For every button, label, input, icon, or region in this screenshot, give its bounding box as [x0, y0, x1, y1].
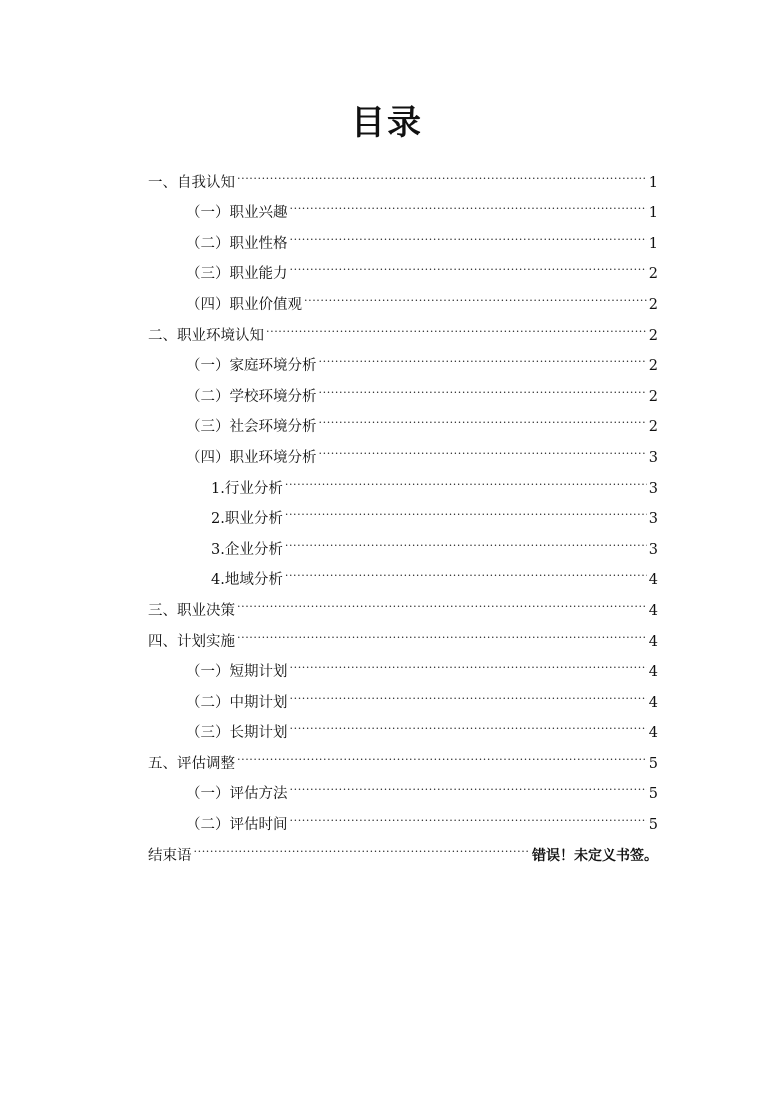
toc-entry-text: 1.行业分析 [211, 480, 283, 497]
toc-page-number: 2 [648, 327, 658, 344]
toc-dot-leader [319, 370, 647, 401]
toc-page-number: 1 [648, 174, 658, 191]
toc-page-number: 4 [648, 725, 658, 742]
toc-page-number: 2 [648, 358, 658, 375]
toc-dot-leader [285, 554, 647, 585]
toc-entry-text: （二）学校环境分析 [186, 388, 317, 405]
toc-dot-leader [285, 493, 647, 524]
toc-dot-leader [285, 462, 647, 493]
toc-page-number: 4 [648, 664, 658, 681]
toc-dot-leader [290, 187, 647, 218]
toc-entry-text: （二）职业性格 [186, 235, 288, 252]
toc-dot-leader [237, 156, 647, 187]
toc-dot-leader [285, 523, 647, 554]
toc-dot-leader [290, 707, 647, 738]
toc-title: 目录 [351, 103, 423, 143]
toc-dot-leader [290, 768, 647, 799]
toc-page-number: 2 [648, 419, 658, 436]
toc-page-number: 3 [648, 541, 658, 558]
toc-page-number: 3 [648, 480, 658, 497]
toc-dot-leader [304, 278, 647, 309]
toc-entry-text: 三、职业决策 [148, 602, 235, 619]
toc-page-number: 3 [648, 449, 658, 466]
toc-entry[interactable] [148, 156, 658, 191]
toc-entry-text: （二）评估时间 [186, 817, 288, 834]
toc-entry-text: 二、职业环境认知 [148, 327, 264, 344]
toc-entry-text: 四、计划实施 [148, 633, 235, 650]
toc-entry-text: 4.地域分析 [211, 572, 283, 589]
toc-dot-leader [266, 309, 647, 340]
toc-page-number: 5 [648, 755, 658, 772]
toc-entry-text: （一）短期计划 [186, 664, 288, 681]
toc-entry-text: （三）社会环境分析 [186, 419, 317, 436]
toc-page-number: 1 [648, 235, 658, 252]
toc-page-number: 5 [648, 786, 658, 803]
toc-page-number: 4 [648, 694, 658, 711]
toc-entry-text: （二）中期计划 [186, 694, 288, 711]
toc-page-number: 2 [648, 266, 658, 283]
toc-entry-text: 结束语 [148, 847, 192, 864]
toc-dot-leader [290, 248, 647, 279]
toc-dot-leader [237, 737, 647, 768]
toc-page-number: 2 [648, 388, 658, 405]
toc-dot-leader [290, 676, 647, 707]
toc-entry-text: （一）评估方法 [186, 786, 288, 803]
toc-entry-text: 一、自我认知 [148, 174, 235, 191]
toc-entry-text: （四）职业环境分析 [186, 449, 317, 466]
toc-page-number: 1 [648, 205, 658, 222]
toc-dot-leader [290, 798, 647, 829]
toc-dot-leader [237, 615, 647, 646]
toc-page-number: 4 [648, 572, 658, 589]
toc-list [148, 156, 658, 864]
toc-dot-leader [290, 646, 647, 677]
toc-dot-leader [319, 401, 647, 432]
toc-entry-text: 2.职业分析 [211, 511, 283, 528]
toc-entry-text: （四）职业价值观 [186, 296, 302, 313]
toc-dot-leader [319, 431, 647, 462]
toc-error-message: 错误！未定义书签。 [532, 847, 658, 864]
toc-page-number: 2 [648, 296, 658, 313]
toc-page-number: 4 [648, 633, 658, 650]
toc-page-number: 4 [648, 602, 658, 619]
toc-dot-leader [237, 584, 647, 615]
toc-entry-text: （一）家庭环境分析 [186, 358, 317, 375]
toc-entry-text: （一）职业兴趣 [186, 205, 288, 222]
toc-entry-text: 五、评估调整 [148, 755, 235, 772]
toc-dot-leader [319, 340, 647, 371]
toc-dot-leader [194, 829, 531, 860]
toc-page-number: 3 [648, 511, 658, 528]
toc-dot-leader [290, 217, 647, 248]
toc-entry-text: 3.企业分析 [211, 541, 283, 558]
toc-page-number: 5 [648, 817, 658, 834]
toc-entry[interactable] [148, 829, 658, 864]
toc-entry-text: （三）长期计划 [186, 725, 288, 742]
toc-entry-text: （三）职业能力 [186, 266, 288, 283]
